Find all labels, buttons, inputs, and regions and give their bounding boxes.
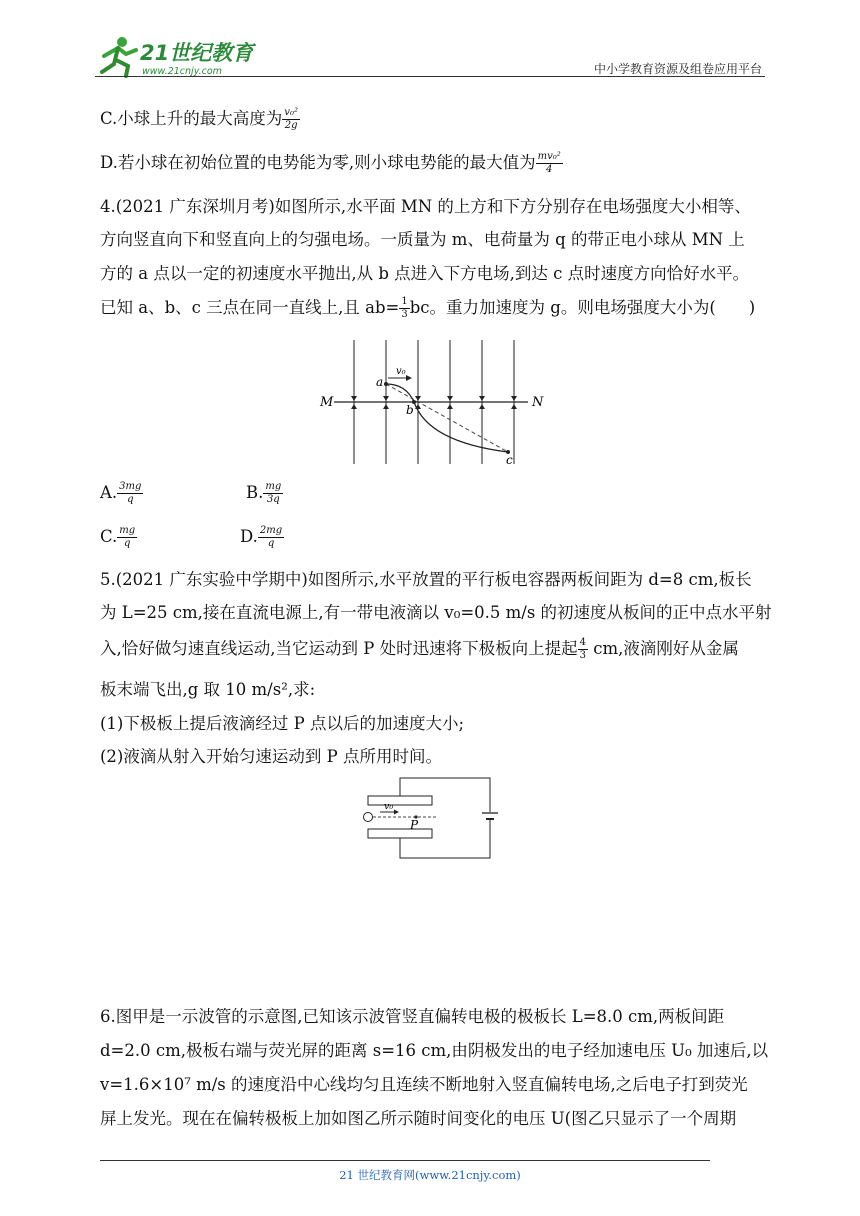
footer-link[interactable]: 21 世纪教育网(www.21cnjy.com) — [339, 1168, 521, 1182]
q3-option-c-text: C.小球上升的最大高度为 — [100, 109, 283, 128]
option-fraction — [258, 526, 284, 549]
label-c: c — [506, 453, 513, 467]
q5-capacitor-figure — [358, 776, 498, 862]
q4-stem-line-2: 方向竖直向下和竖直向上的匀强电场。一质量为 m、电荷量为 q 的带正电小球从 MN 上 — [100, 230, 745, 249]
q5-lift-fraction — [578, 638, 588, 661]
q3-option-d — [100, 152, 563, 175]
label-N: N — [532, 395, 544, 410]
q6-stem-line-4: 屏上发光。现在在偏转极板上加如图乙所示随时间变化的电压 U(图乙只显示了一个周期 — [100, 1109, 737, 1128]
q6-stem-line-2: d=2.0 cm,极板右端与荧光屏的距离 s=16 cm,由阴极发出的电子经加速电压 U₀ 加速后,以 — [100, 1041, 769, 1060]
label-M: M — [320, 395, 334, 410]
fraction-denominator: 3 — [401, 309, 408, 320]
label-a: a — [376, 375, 384, 389]
q5-line3-post: cm,液滴刚好从金属 — [587, 639, 739, 658]
q6-stem-line-1: 6.图甲是一示波管的示意图,已知该示波管竖直偏转电极的极板长 L=8.0 cm,两板间距 — [100, 1007, 725, 1026]
fraction-numerator: 3mg — [119, 481, 142, 492]
fraction-denominator: 2g — [284, 120, 298, 131]
fraction-denominator: q — [124, 538, 131, 549]
q4-option-d — [240, 526, 284, 549]
fraction-numerator: 4 — [579, 637, 586, 648]
v0-arrowhead — [406, 375, 412, 381]
option-label: C. — [100, 527, 118, 546]
q4-stem-line-1: 4.(2021 广东深圳月考)如图所示,水平面 MN 的上方和下方分别存在电场强度大小相等、 — [100, 197, 751, 216]
q4-field-figure — [316, 338, 546, 468]
q4-line4-pre: 已知 a、b、c 三点在同一直线上,且 ab= — [100, 298, 400, 317]
fraction-denominator: q — [127, 494, 134, 505]
fraction-numerator: mv₀² — [537, 151, 561, 162]
q5-stem-line-3 — [100, 638, 739, 661]
label-v0: v₀ — [384, 801, 394, 812]
option-fraction — [117, 526, 137, 549]
point-a — [384, 382, 388, 386]
option-fraction — [263, 482, 283, 505]
q4-ratio-fraction — [399, 297, 409, 320]
lower-plate — [368, 829, 432, 838]
fraction-denominator: q — [267, 538, 275, 549]
fraction-numerator: 1 — [401, 296, 408, 307]
q4-option-c — [100, 526, 137, 549]
fraction-numerator: 2mg — [259, 525, 283, 536]
fraction-numerator: v₀² — [284, 107, 298, 118]
q5-sub-question-2: (2)液滴从射入开始匀速运动到 P 点所用时间。 — [100, 747, 442, 766]
q5-stem-line-4: 板末端飞出,g 取 10 m/s²,求: — [100, 680, 316, 699]
q5-sub-question-1: (1)下极板上提后液滴经过 P 点以后的加速度大小; — [100, 714, 465, 733]
q5-stem-line-1: 5.(2021 广东实验中学期中)如图所示,水平放置的平行板电容器两板间距为 d=8 cm,板长 — [100, 570, 752, 589]
logo-main-text: 21世纪教育 — [140, 41, 254, 65]
option-label: A. — [100, 483, 118, 502]
q4-stem-line-3: 方的 a 点以一定的初速度水平抛出,从 b 点进入下方电场,到达 c 点时速度方向恰好水平。 — [100, 264, 750, 283]
droplet — [364, 813, 373, 822]
option-label: D. — [240, 527, 258, 546]
label-P: P — [410, 818, 419, 832]
q5-line3-pre: 入,恰好做匀速直线运动,当它运动到 P 处时迅速将下极板向上提起 — [100, 639, 578, 658]
fraction-numerator: mg — [265, 481, 282, 492]
label-v0: v₀ — [396, 366, 406, 377]
q6-stem-line-3: v=1.6×10⁷ m/s 的速度沿中心线均匀且连续不断地射入竖直偏转电场,之后电子打到荧光 — [100, 1075, 748, 1094]
fraction-denominator: 3q — [266, 494, 280, 505]
header-tagline: 中小学教育资源及组卷应用平台 — [593, 62, 762, 76]
option-label: B. — [246, 483, 264, 502]
site-logo — [96, 34, 266, 78]
q4-stem-line-4 — [100, 297, 755, 320]
v0-arrowhead — [394, 810, 399, 815]
runner-logo-icon — [96, 34, 266, 78]
fraction-numerator: mg — [119, 525, 136, 536]
q3-option-c-fraction — [282, 108, 300, 131]
q5-stem-line-2: 为 L=25 cm,接在直流电源上,有一带电液滴以 v₀=0.5 m/s 的初速度从板间的正中点水平射 — [100, 603, 772, 622]
q3-option-d-fraction — [536, 152, 563, 175]
upper-plate — [368, 796, 432, 805]
footer-divider — [100, 1160, 710, 1161]
trajectory-curve — [386, 384, 508, 452]
option-fraction — [117, 482, 143, 505]
q4-option-a — [100, 482, 143, 505]
fraction-denominator: 4 — [546, 164, 553, 175]
q3-option-c — [100, 108, 300, 131]
upper-wire — [400, 778, 490, 812]
label-b: b — [406, 403, 414, 417]
q4-line4-post: bc。重力加速度为 g。则电场强度大小为( ) — [409, 298, 756, 317]
abc-dashed-line — [386, 384, 508, 452]
q3-option-d-text: D.若小球在初始位置的电势能为零,则小球电势能的最大值为 — [100, 153, 536, 172]
header-divider — [95, 76, 765, 77]
logo-url-text: www.21cnjy.com — [142, 66, 222, 77]
q4-option-b — [246, 482, 283, 505]
fraction-denominator: 3 — [579, 650, 586, 661]
